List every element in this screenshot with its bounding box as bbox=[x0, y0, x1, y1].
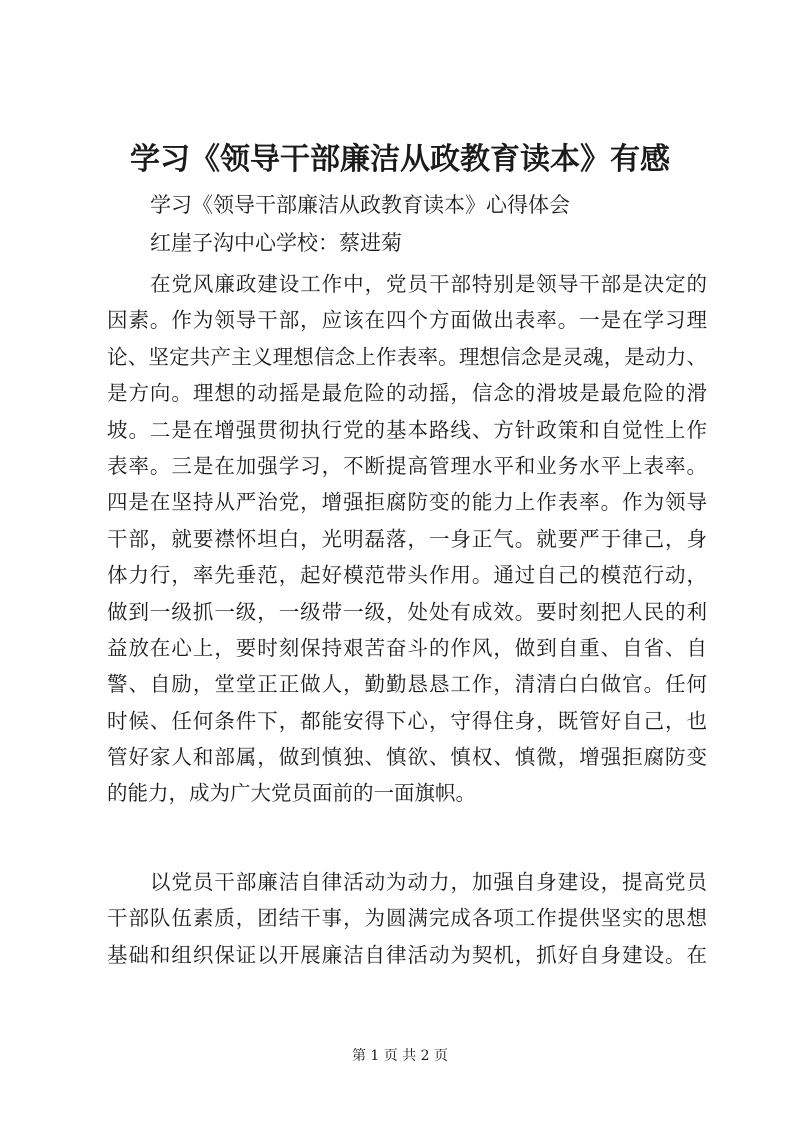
text-line: 时候、任何条件下，都能安得下心，守得住身，既管好自己，也 bbox=[107, 708, 707, 733]
text-line: 的能力，成为广大党员面前的一面旗帜。 bbox=[107, 781, 476, 806]
paragraph-2 bbox=[107, 864, 707, 973]
text-line: 以党员干部廉洁自律活动为动力，加强自身建设，提高党员 bbox=[150, 870, 707, 894]
text-line: 四是在坚持从严治党，增强拒腐防变的能力上作表率。作为领导 bbox=[107, 490, 707, 515]
text-line: 体力行，率先垂范，起好模范带头作用。通过自己的模范行动， bbox=[107, 563, 707, 588]
text-line: 坡。二是在增强贯彻执行党的基本路线、方针政策和自觉性上作 bbox=[107, 417, 707, 442]
text-line: 在党风廉政建设工作中，党员干部特别是领导干部是决定的 bbox=[150, 272, 707, 296]
text-line: 是方向。理想的动摇是最危险的动摇，信念的滑坡是最危险的滑 bbox=[107, 381, 707, 406]
text-line: 做到一级抓一级，一级带一级，处处有成效。要时刻把人民的利 bbox=[107, 599, 707, 624]
document-title: 学习《领导干部廉洁从政教育读本》有感 bbox=[130, 142, 670, 177]
page-footer: 第 1 页 共 2 页 bbox=[351, 1048, 449, 1064]
text-line: 管好家人和部属，做到慎独、慎欲、慎权、慎微，增强拒腐防变 bbox=[107, 745, 707, 770]
text-line: 干部队伍素质，团结干事，为圆满完成各项工作提供坚实的思想 bbox=[107, 906, 707, 931]
text-line: 表率。三是在加强学习，不断提高管理水平和业务水平上表率。 bbox=[107, 453, 707, 478]
text-line: 基础和组织保证以开展廉洁自律活动为契机，抓好自身建设。在 bbox=[107, 942, 707, 967]
document-author: 红崖子沟中心学校：蔡进菊 bbox=[150, 231, 402, 255]
paragraph-1 bbox=[107, 266, 707, 812]
text-line: 干部，就要襟怀坦白，光明磊落，一身正气。就要严于律己，身 bbox=[107, 526, 707, 551]
text-line: 警、自励，堂堂正正做人，勤勤恳恳工作，清清白白做官。任何 bbox=[107, 672, 707, 697]
document-subtitle: 学习《领导干部廉洁从政教育读本》心得体会 bbox=[150, 193, 570, 217]
text-line: 因素。作为领导干部，应该在四个方面做出表率。一是在学习理 bbox=[107, 308, 707, 333]
text-line: 益放在心上，要时刻保持艰苦奋斗的作风，做到自重、自省、自 bbox=[107, 635, 707, 660]
text-line: 论、坚定共产主义理想信念上作表率。理想信念是灵魂，是动力、 bbox=[107, 344, 707, 369]
